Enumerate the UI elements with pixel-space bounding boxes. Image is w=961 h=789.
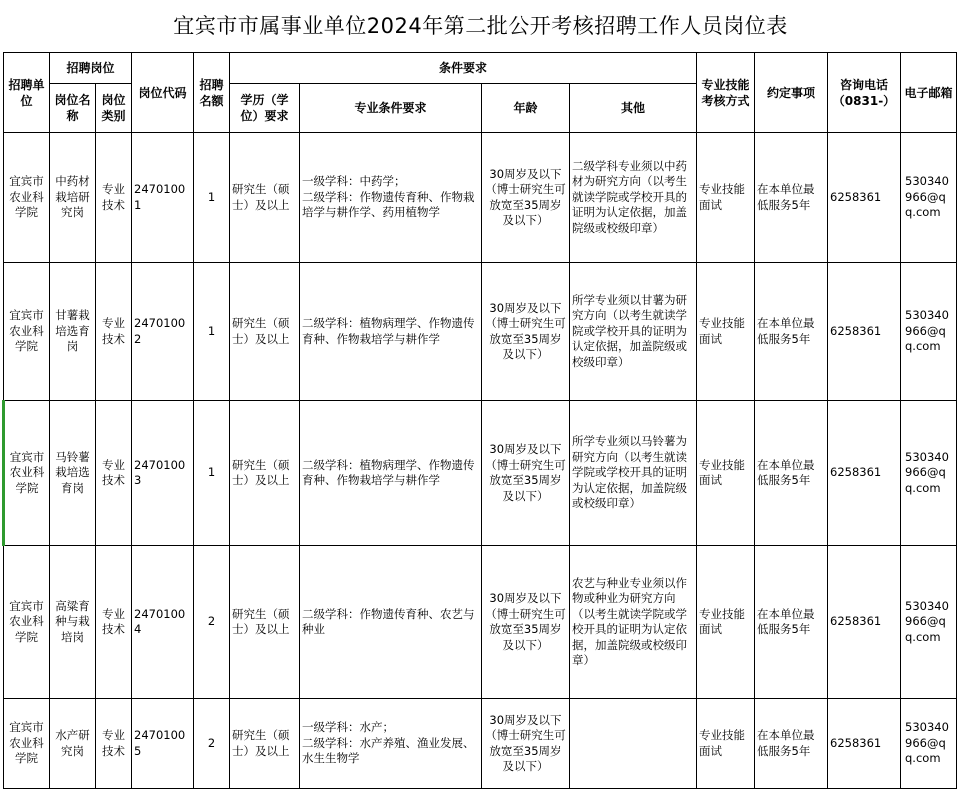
cell-post-type: 专业技术 (96, 263, 132, 401)
cell-post-name: 中药材栽培研究岗 (50, 133, 96, 263)
cell-email: 530340966@qq.com (901, 133, 957, 263)
cell-post-type: 专业技术 (96, 699, 132, 789)
cell-post-type: 专业技术 (96, 546, 132, 699)
header-post-code: 岗位代码 (132, 53, 194, 133)
page-title: 宜宾市市属事业单位2024年第二批公开考核招聘工作人员岗位表 (173, 14, 788, 38)
cell-age: 30周岁及以下（博士研究生可放宽至35周岁及以下） (482, 699, 570, 789)
cell-post-name: 甘薯栽培选育岗 (50, 263, 96, 401)
cell-skill-test: 专业技能面试 (697, 263, 755, 401)
cell-other (570, 699, 697, 789)
cell-unit: 宜宾市农业科学院 (4, 263, 50, 401)
cell-major: 二级学科：植物病理学、作物遗传育种、作物栽培学与耕作学 (300, 401, 482, 546)
cell-email: 530340966@qq.com (901, 699, 957, 789)
cell-post-code: 24701003 (132, 401, 194, 546)
cell-post-name: 高粱育种与栽培岗 (50, 546, 96, 699)
cell-phone: 6258361 (828, 263, 901, 401)
header-agreement: 约定事项 (755, 53, 828, 133)
cell-other: 农艺与种业专业须以作物或种业为研究方向（以考生就读学院或学校开具的证明为认定依据，加盖院级或校级印章） (570, 546, 697, 699)
cell-email: 530340966@qq.com (901, 546, 957, 699)
cell-education: 研究生（硕士）及以上 (230, 263, 300, 401)
recruitment-table (2, 52, 957, 789)
cell-unit: 宜宾市农业科学院 (4, 133, 50, 263)
header-quota: 招聘名额 (194, 53, 230, 133)
cell-post-type: 专业技术 (96, 133, 132, 263)
cell-email: 530340966@qq.com (901, 263, 957, 401)
cell-unit: 宜宾市农业科学院 (4, 546, 50, 699)
header-major: 专业条件要求 (300, 84, 482, 133)
cell-quota: 1 (194, 401, 230, 546)
cell-agreement: 在本单位最低服务5年 (755, 401, 828, 546)
header-phone: 咨询电话（0831-） (828, 53, 901, 133)
cell-post-name: 水产研究岗 (50, 699, 96, 789)
cell-other: 二级学科专业须以中药材为研究方向（以考生就读学院或学校开具的证明为认定依据，加盖院级或校级印章） (570, 133, 697, 263)
cell-quota: 1 (194, 133, 230, 263)
header-email: 电子邮箱 (901, 53, 957, 133)
table-row (4, 699, 957, 789)
header-unit: 招聘单位 (4, 53, 50, 133)
table-row (4, 546, 957, 699)
cell-major: 二级学科：植物病理学、作物遗传育种、作物栽培学与耕作学 (300, 263, 482, 401)
header-conditions: 条件要求 (230, 53, 697, 84)
cell-agreement: 在本单位最低服务5年 (755, 699, 828, 789)
cell-age: 30周岁及以下（博士研究生可放宽至35周岁及以下） (482, 263, 570, 401)
cell-post-code: 24701001 (132, 133, 194, 263)
header-other: 其他 (570, 84, 697, 133)
cell-age: 30周岁及以下（博士研究生可放宽至35周岁及以下） (482, 546, 570, 699)
header-age: 年龄 (482, 84, 570, 133)
cell-major: 二级学科：作物遗传育种、农艺与种业 (300, 546, 482, 699)
cell-agreement: 在本单位最低服务5年 (755, 546, 828, 699)
cell-unit: 宜宾市农业科学院 (4, 699, 50, 789)
cell-phone: 6258361 (828, 546, 901, 699)
cell-post-name: 马铃薯栽培选育岗 (50, 401, 96, 546)
cell-post-type: 专业技术 (96, 401, 132, 546)
cell-phone: 6258361 (828, 401, 901, 546)
cell-major: 一级学科：中药学； 二级学科：作物遗传育种、作物栽培学与耕作学、药用植物学 (300, 133, 482, 263)
cell-phone: 6258361 (828, 133, 901, 263)
cell-agreement: 在本单位最低服务5年 (755, 133, 828, 263)
table-row (4, 401, 957, 546)
cell-post-code: 24701005 (132, 699, 194, 789)
table-row (4, 133, 957, 263)
cell-skill-test: 专业技能面试 (697, 133, 755, 263)
cell-post-code: 24701002 (132, 263, 194, 401)
cell-email: 530340966@qq.com (901, 401, 957, 546)
cell-post-code: 24701004 (132, 546, 194, 699)
cell-unit: 宜宾市农业科学院 (4, 401, 50, 546)
cell-age: 30周岁及以下（博士研究生可放宽至35周岁及以下） (482, 401, 570, 546)
cell-phone: 6258361 (828, 699, 901, 789)
cell-skill-test: 专业技能面试 (697, 699, 755, 789)
cell-education: 研究生（硕士）及以上 (230, 133, 300, 263)
table-row (4, 263, 957, 401)
header-post-name: 岗位名称 (50, 84, 96, 133)
cell-quota: 1 (194, 263, 230, 401)
header-post-type: 岗位类别 (96, 84, 132, 133)
header-post-group: 招聘岗位 (50, 53, 132, 84)
cell-major: 一级学科：水产； 二级学科：水产养殖、渔业发展、水生生物学 (300, 699, 482, 789)
cell-agreement: 在本单位最低服务5年 (755, 263, 828, 401)
cell-skill-test: 专业技能面试 (697, 546, 755, 699)
cell-education: 研究生（硕士）及以上 (230, 401, 300, 546)
cell-education: 研究生（硕士）及以上 (230, 699, 300, 789)
cell-other: 所学专业须以马铃薯为研究方向（以考生就读学院或学校开具的证明为认定依据，加盖院级或校级印章） (570, 401, 697, 546)
cell-other: 所学专业须以甘薯为研究方向（以考生就读学院或学校开具的证明为认定依据，加盖院级或校级印章） (570, 263, 697, 401)
cell-quota: 2 (194, 699, 230, 789)
header-education: 学历（学位）要求 (230, 84, 300, 133)
cell-education: 研究生（硕士）及以上 (230, 546, 300, 699)
header-skill-test: 专业技能考核方式 (697, 53, 755, 133)
cell-quota: 2 (194, 546, 230, 699)
cell-skill-test: 专业技能面试 (697, 401, 755, 546)
cell-age: 30周岁及以下（博士研究生可放宽至35周岁及以下） (482, 133, 570, 263)
